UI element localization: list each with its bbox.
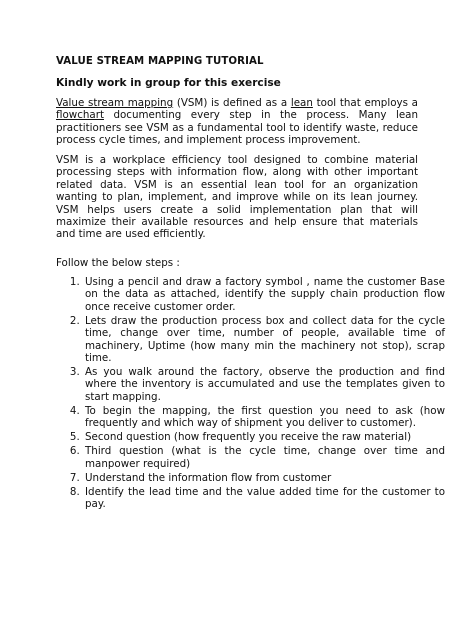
step-item: 1. Using a pencil and draw a factory symbol , name the customer Base on the data as attached, identify the supply chain production flow once receive customer order. [83,276,445,313]
intro-text-3: documenting every step in the process. Many lean practitioners see VSM as a fundamental tool to identify waste, reduce process cycle times, and implement process improvement. [56,109,418,147]
step-item: 3. As you walk around the factory, observe the production and find where the inventory is accumulated and use the templates given to start mapping. [83,366,445,403]
step-item: 7. Understand the information flow from customer [83,472,445,484]
document-subtitle: Kindly work in group for this exercise [56,77,281,89]
steps-heading: Follow the below steps : [56,257,180,269]
flowchart-link[interactable]: flowchart [56,109,104,122]
document-title: VALUE STREAM MAPPING TUTORIAL [56,56,264,67]
intro-paragraph [56,97,418,147]
intro-text-1: (VSM) is defined as a [173,97,291,109]
step-item: 4. To begin the mapping, the first question you need to ask (how frequently and which way of shipment you deliver to customer). [83,405,445,430]
step-item: 5. Second question (how frequently you receive the raw material) [83,431,445,443]
step-item: 2. Lets draw the production process box and collect data for the cycle time, change over time, number of people, available time of machinery, Uptime (how many min the machinery not stop), scrap time. [83,315,445,365]
step-item: 6. Third question (what is the cycle time, change over time and manpower required) [83,445,445,470]
vsm-description-paragraph: VSM is a workplace efficiency tool designed to combine material processing steps with information flow, along with other important related data. VSM is an essential lean tool for an organization wanting to plan, implement, and improve while on its lean journey. VSM helps users create a solid implementation plan that will maximize their available resources and help ensure that materials and time are used efficiently. [56,154,418,241]
vsm-link[interactable]: Value stream mapping [56,97,174,109]
intro-text-2: tool that employs a [312,97,418,109]
step-item: 8. Identify the lead time and the value added time for the customer to pay. [83,486,445,511]
steps-list [56,276,445,512]
lean-link[interactable]: lean [290,97,313,109]
